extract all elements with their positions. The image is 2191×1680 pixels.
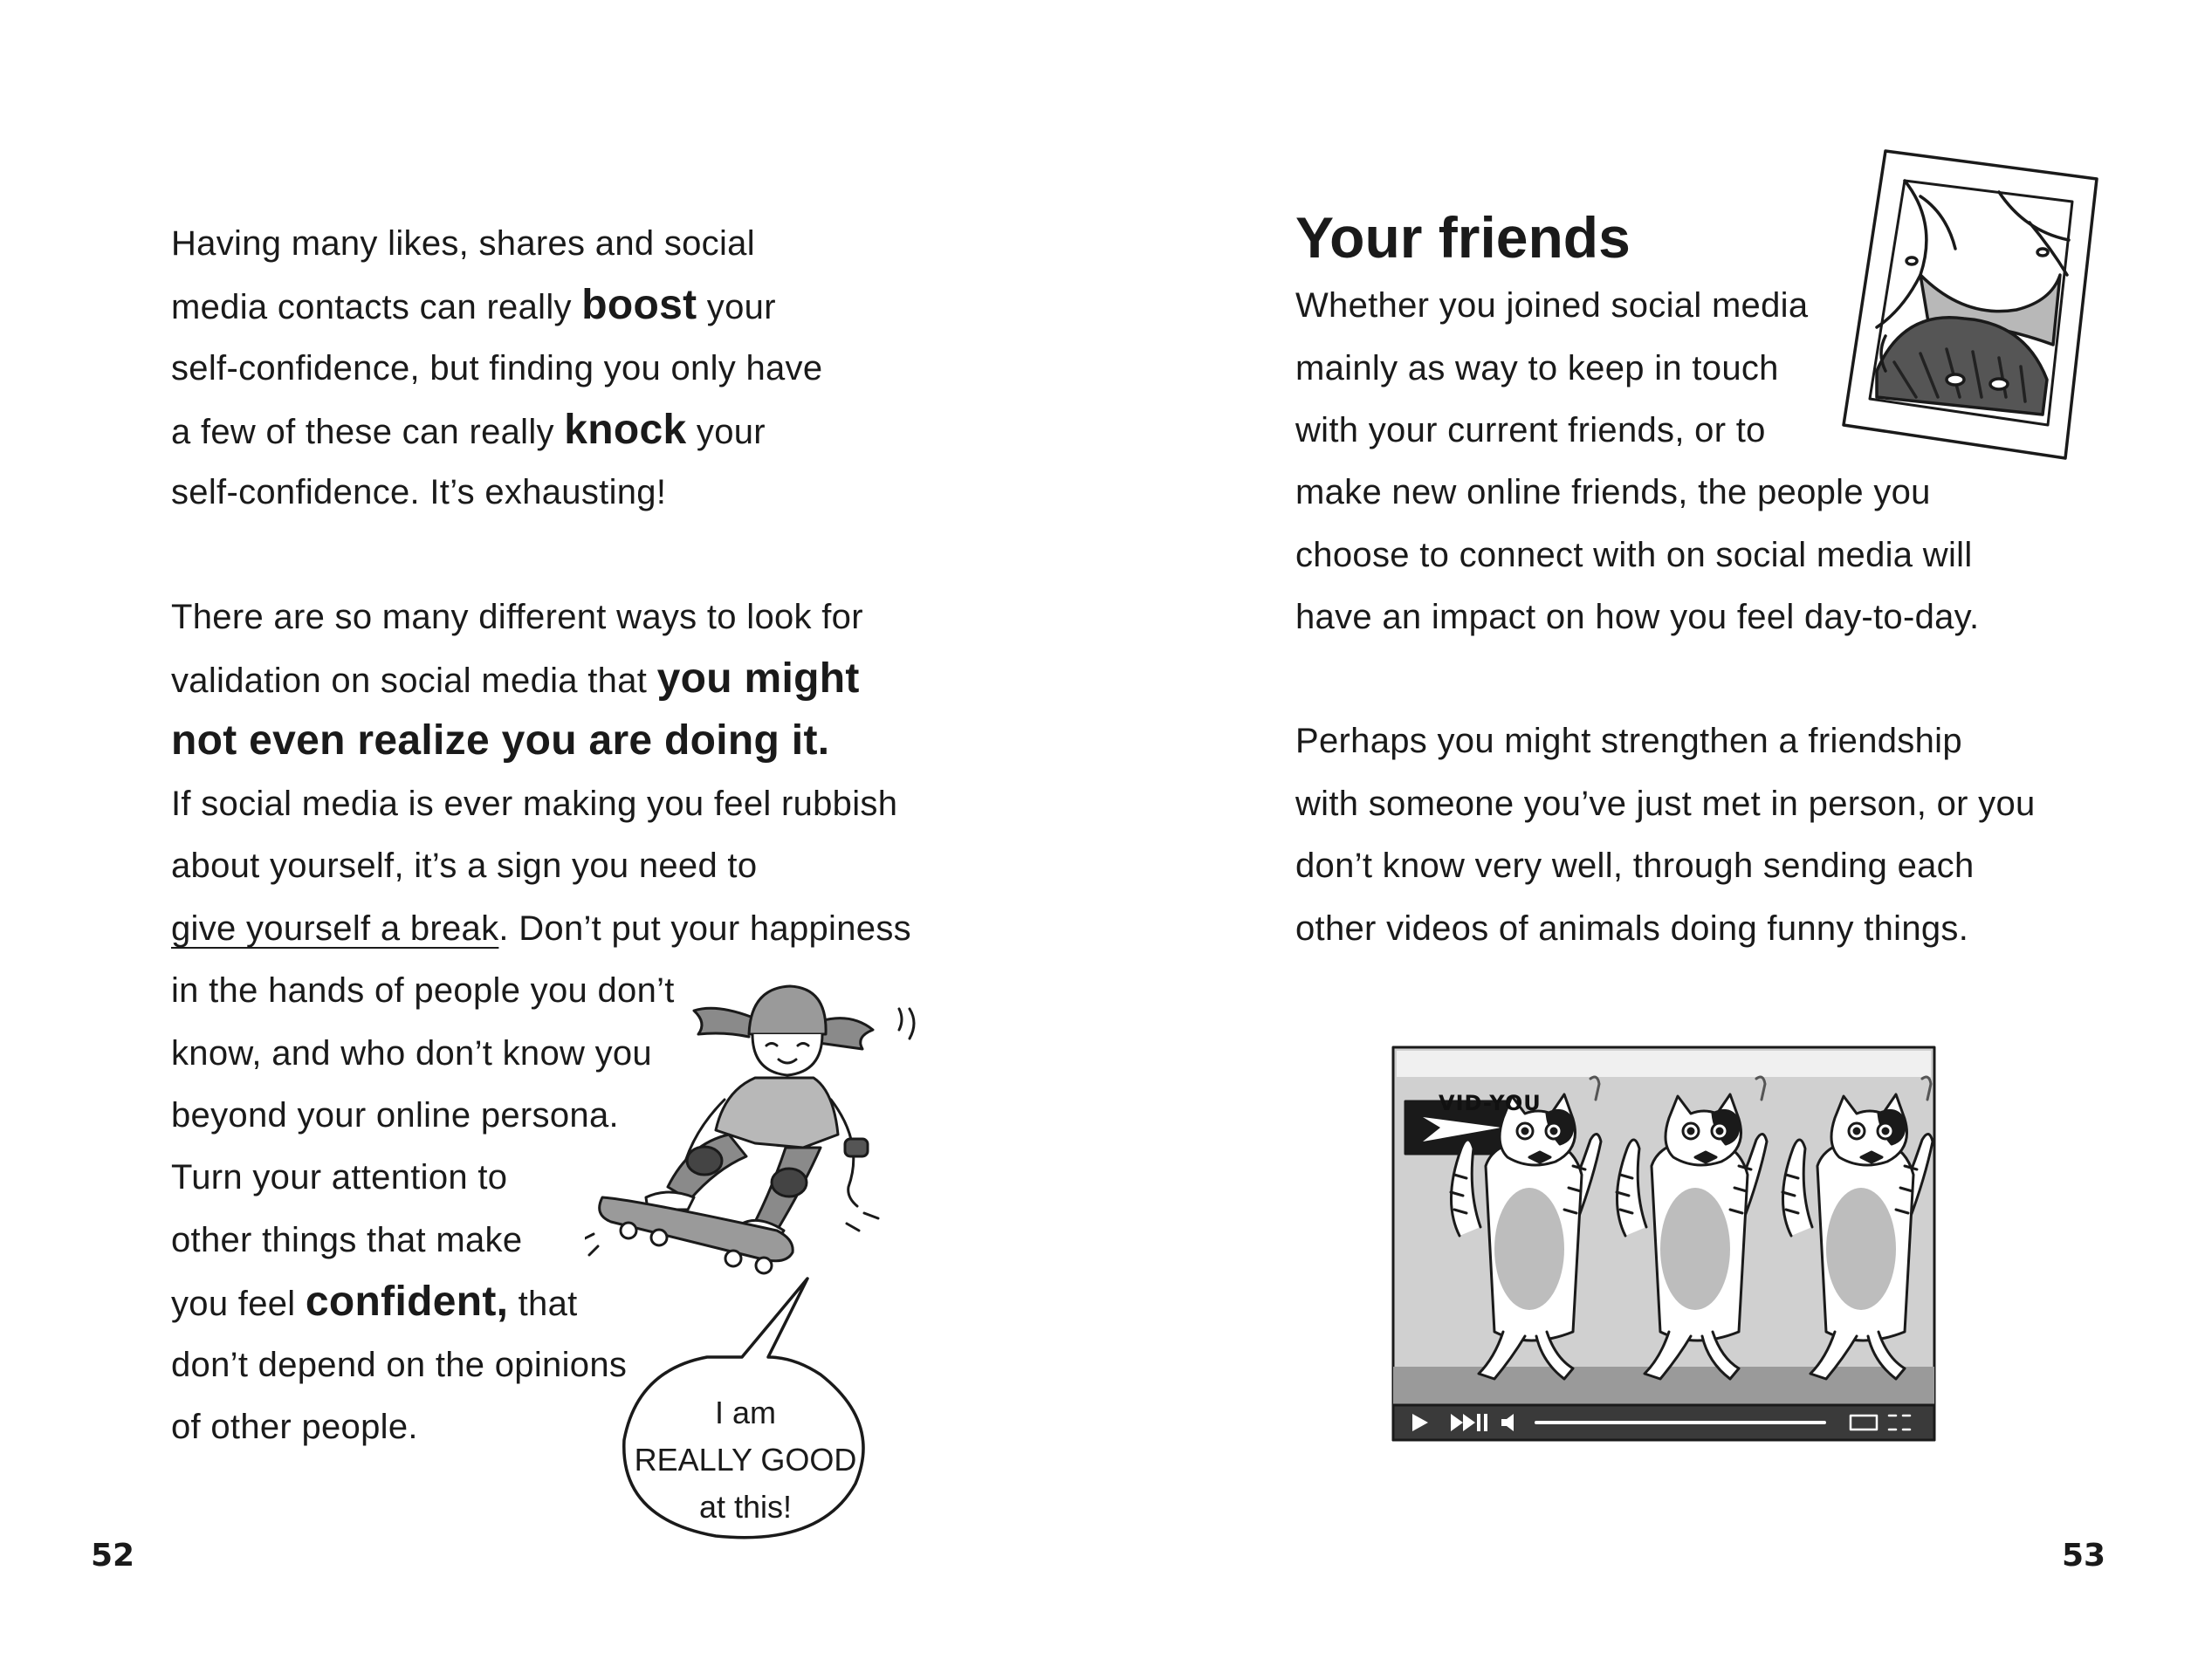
text-line: other things that make xyxy=(171,1221,523,1259)
text-line-bold: not even realize you are doing it. xyxy=(171,717,830,764)
text-line: validation on social media that you might xyxy=(171,655,860,702)
text-line: other videos of animals doing funny things. xyxy=(1295,909,1969,948)
section-heading: Your friends xyxy=(1295,205,1631,270)
text-line: don’t know very well, through sending each xyxy=(1295,847,1975,885)
text-line: self-confidence, but finding you only have xyxy=(171,349,823,387)
text-line: choose to connect with on social media will xyxy=(1295,536,1973,574)
text-line: self-confidence. It’s exhausting! xyxy=(171,473,667,511)
text-line: Turn your attention to xyxy=(171,1158,508,1197)
text-line: If social media is ever making you feel rubbish xyxy=(171,785,898,823)
page-number-left: 52 xyxy=(91,1538,135,1574)
underlined-phrase: give yourself a break xyxy=(171,909,499,948)
video-logo-label: VID-YOU xyxy=(1439,1091,1542,1115)
emphasis-boost: boost xyxy=(581,282,697,328)
text-line: about yourself, it’s a sign you need to xyxy=(171,847,758,885)
text-line: of other people. xyxy=(171,1408,418,1446)
text-line: Having many likes, shares and social xyxy=(171,224,755,263)
text-line: you feel confident, that xyxy=(171,1279,578,1325)
text-line: Whether you joined social media xyxy=(1295,286,1809,325)
text-line: have an impact on how you feel day-to-day. xyxy=(1295,598,1980,636)
text-line: give yourself a break. Don’t put your happiness xyxy=(171,909,911,948)
text-line: mainly as way to keep in touch xyxy=(1295,349,1779,387)
text-line: don’t depend on the opinions xyxy=(171,1346,628,1384)
text-line: media contacts can really boost your xyxy=(171,282,776,328)
text-line: know, and who don’t know you xyxy=(171,1034,652,1073)
text-line: with your current friends, or to xyxy=(1295,411,1766,449)
text-line: a few of these can really knock your xyxy=(171,407,766,453)
emphasis-confident: confident, xyxy=(305,1279,509,1325)
friends-photo-illustration xyxy=(1824,144,2112,467)
text-line: Perhaps you might strengthen a friendship xyxy=(1295,722,1962,760)
speech-bubble-text: I am REALLY GOOD at this! xyxy=(634,1395,857,1525)
text-line: with someone you’ve just met in person, or you xyxy=(1295,785,2036,823)
text-line: make new online friends, the people you xyxy=(1295,473,1931,511)
page-number-right: 53 xyxy=(2062,1538,2106,1574)
text-line: in the hands of people you don’t xyxy=(171,971,675,1010)
text-line: There are so many different ways to look for xyxy=(171,598,863,636)
text-line: beyond your online persona. xyxy=(171,1096,619,1135)
emphasis-knock: knock xyxy=(564,407,687,453)
